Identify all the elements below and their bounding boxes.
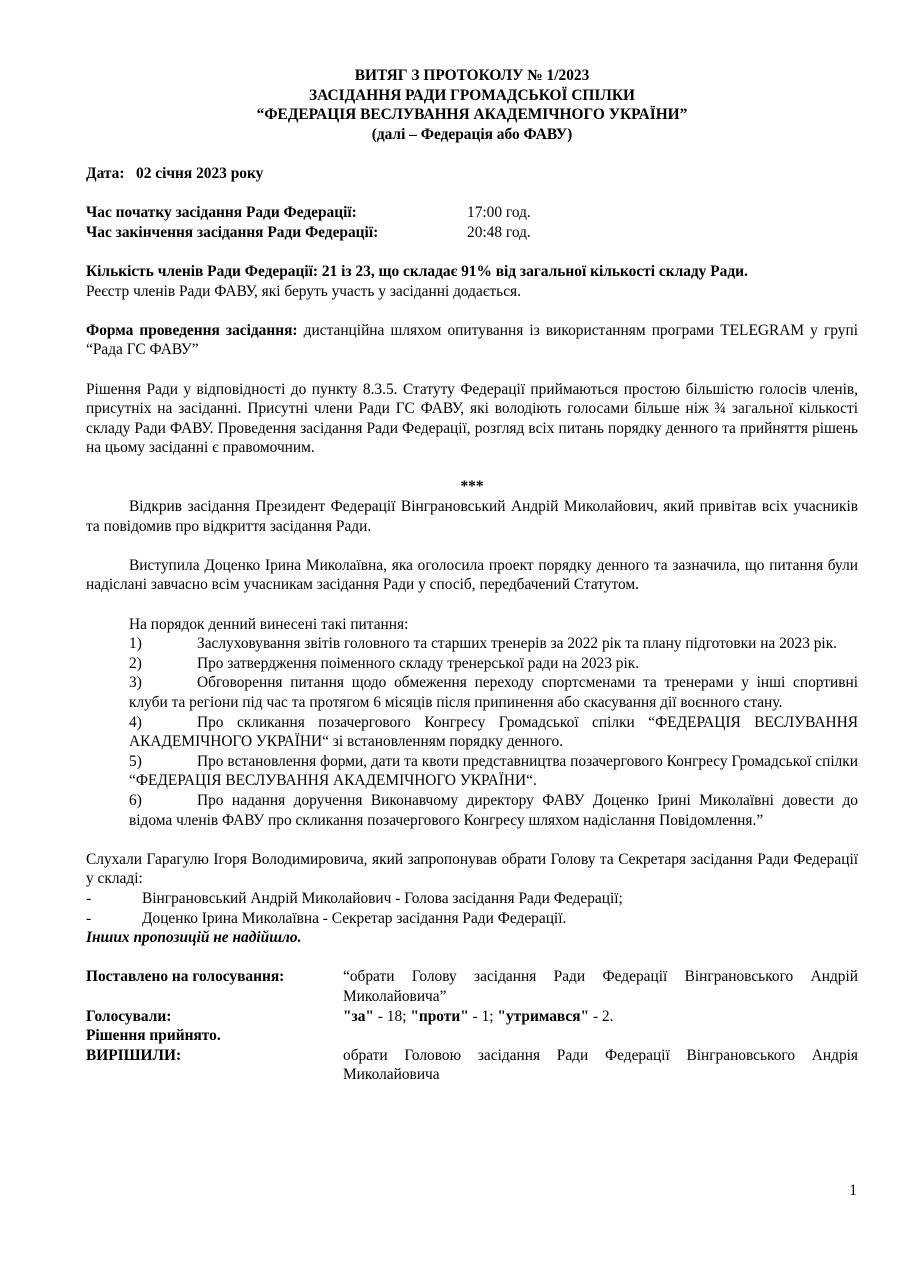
title-line-1: ВИТЯГ З ПРОТОКОЛУ № 1/2023 [354, 67, 590, 84]
agenda-item-text: Обговорення питання щодо обмеження переходу спортсменами та тренерами у інші спортивні клуби та регіони під час та протягом 6 місяців після припинення або скасування дії воєнного стану. [129, 674, 858, 711]
vote-proty-value: - 1; [468, 1007, 498, 1025]
resolved-row [86, 1046, 858, 1085]
agenda-item-text: Про затвердження поіменного складу тренерської ради на 2023 рік. [197, 654, 640, 672]
members-count: Кількість членів Ради Федерації: 21 із 23, що складає 91% від загальної кількості складу Ради. [86, 262, 748, 280]
resolved-label: ВИРІШИЛИ: [86, 1046, 182, 1064]
decision-rule-paragraph: Рішення Ради у відповідності до пункту 8.3.5. Статуту Федерації приймаються простою більшістю голосів членів, присутніх на засіданні. Присутні члени Ради ГС ФАВУ, які володіють голосами більше ніж ¾ загальної кількості складу Ради ФАВУ. Проведення засідання Ради Федерації, розгляд всіх питань порядку денного та прийняття рішень на цьому засіданні є правомочним. [86, 380, 858, 457]
start-time-value: 17:00 год. [467, 204, 531, 222]
agenda-item [129, 654, 858, 674]
resolved-value: обрати Головою засідання Ради Федерації Вінграновського Андрія Миколайовича [343, 1046, 858, 1084]
candidate-item [86, 889, 858, 909]
heard-paragraph: Слухали Гарагулю Ігоря Володимировича, який запропонував обрати Голову та Секретаря засідання Ради Федерації у складі: [86, 850, 858, 888]
agenda-item-number: 2) [129, 654, 142, 672]
meeting-date [86, 164, 858, 184]
agenda-item-text: Про встановлення форми, дати та квоти представництва позачергового Конгресу Громадської спілки “ФЕДЕРАЦІЯ ВЕСЛУВАННЯ АКАДЕМІЧНОГО УКРАЇНИ“. [129, 752, 858, 790]
end-time-value: 20:48 год. [467, 223, 531, 241]
vote-put-label: Поставлено на голосування: [86, 968, 285, 986]
vote-result [343, 1007, 858, 1027]
candidate-text: Вінграновський Андрій Миколайович - Голова засідання Ради Федерації; [142, 889, 623, 907]
title-line-2: ЗАСІДАННЯ РАДИ ГРОМАДСЬКОЇ СПІЛКИ [309, 86, 635, 104]
agenda [129, 615, 858, 831]
candidate-text: Доценко Ірина Миколаївна - Секретар засідання Ради Федерації. [142, 909, 567, 927]
agenda-item [129, 791, 858, 830]
vote-utr-value: - 2. [589, 1007, 614, 1025]
date-value: 02 січня 2023 року [136, 164, 264, 182]
agenda-item [129, 713, 858, 752]
date-label: Дата: [86, 164, 125, 182]
vote-put-value: “обрати Голову засідання Ради Федерації Вінграновського Андрій Миколайовича” [343, 968, 858, 1005]
agenda-item [129, 752, 858, 791]
title-line-4: (далі – Федерація або ФАВУ) [371, 125, 573, 143]
agenda-item-text: Заслуховування звітів головного та старших тренерів за 2022 рік та плану підготовки на 2023 рік. [197, 635, 838, 653]
document-title [86, 66, 858, 144]
agenda-item-number: 1) [129, 635, 142, 653]
start-time-label: Час початку засідання Ради Федерації: [86, 204, 357, 222]
agenda-item-number: 6) [129, 791, 142, 809]
end-time-label: Час закінчення засідання Ради Федерації: [86, 223, 379, 241]
agenda-item-text: Про скликання позачергового Конгресу Громадської спілки “ФЕДЕРАЦІЯ ВЕСЛУВАННЯ АКАДЕМІЧНОГО УКРАЇНИ“ зі встановленням порядку денного. [129, 713, 858, 751]
candidate-item [86, 909, 858, 929]
page-number: 1 [849, 1182, 857, 1199]
speech-paragraph: Виступила Доценко Ірина Миколаївна, яка оголосила проект порядку денного та зазначила, що питання були надіслані завчасно всім учасникам засідання Ради у спосіб, передбачений Статутом. [86, 556, 858, 594]
agenda-item [129, 673, 858, 712]
candidate-dash: - [86, 889, 92, 907]
agenda-item-text: Про надання доручення Виконавчому директору ФАВУ Доценко Ірині Миколаївні довести до відома членів ФАВУ про скликання позачергового Конгресу шляхом надіслання Повідомлення.” [129, 791, 858, 829]
candidate-dash: - [86, 909, 92, 927]
no-other-proposals: Інших пропозицій не надійшло. [86, 929, 302, 947]
form-text: дистанційна шляхом опитування із використанням програми TELEGRAM у групі “Рада ГС ФАВУ” [86, 321, 858, 359]
vote-za-label: "за" [343, 1007, 374, 1025]
decision-accepted: Рішення прийнято. [86, 1027, 221, 1045]
agenda-item-number: 5) [129, 752, 142, 770]
vote-za-value: - 18; [373, 1007, 411, 1025]
agenda-item-number: 3) [129, 674, 142, 692]
end-time-row [86, 223, 858, 243]
agenda-item [129, 634, 858, 654]
opening-paragraph: Відкрив засідання Президент Федерації Вінграновський Андрій Миколайович, який привітав всіх учасників та повідомив про відкриття засідання Ради. [86, 498, 858, 535]
voted-label: Голосували: [86, 1007, 172, 1025]
start-time-row [86, 203, 858, 223]
title-line-3: “ФЕДЕРАЦІЯ ВЕСЛУВАННЯ АКАДЕМІЧНОГО УКРАЇНИ” [256, 106, 688, 124]
meeting-form [86, 321, 858, 360]
vote-put-row [86, 967, 858, 1006]
agenda-item-number: 4) [129, 713, 142, 731]
members-registry: Реєстр членів Ради ФАВУ, які беруть участь у засіданні додається. [86, 282, 521, 300]
form-label: Форма проведення засідання: [86, 321, 298, 339]
section-separator: *** [460, 478, 484, 496]
vote-utr-label: "утримався" [497, 1007, 590, 1025]
document-page [86, 66, 858, 1085]
agenda-intro: На порядок денний винесені такі питання: [129, 615, 409, 633]
vote-proty-label: "проти" [410, 1007, 469, 1025]
vote-result-row [86, 1007, 858, 1027]
